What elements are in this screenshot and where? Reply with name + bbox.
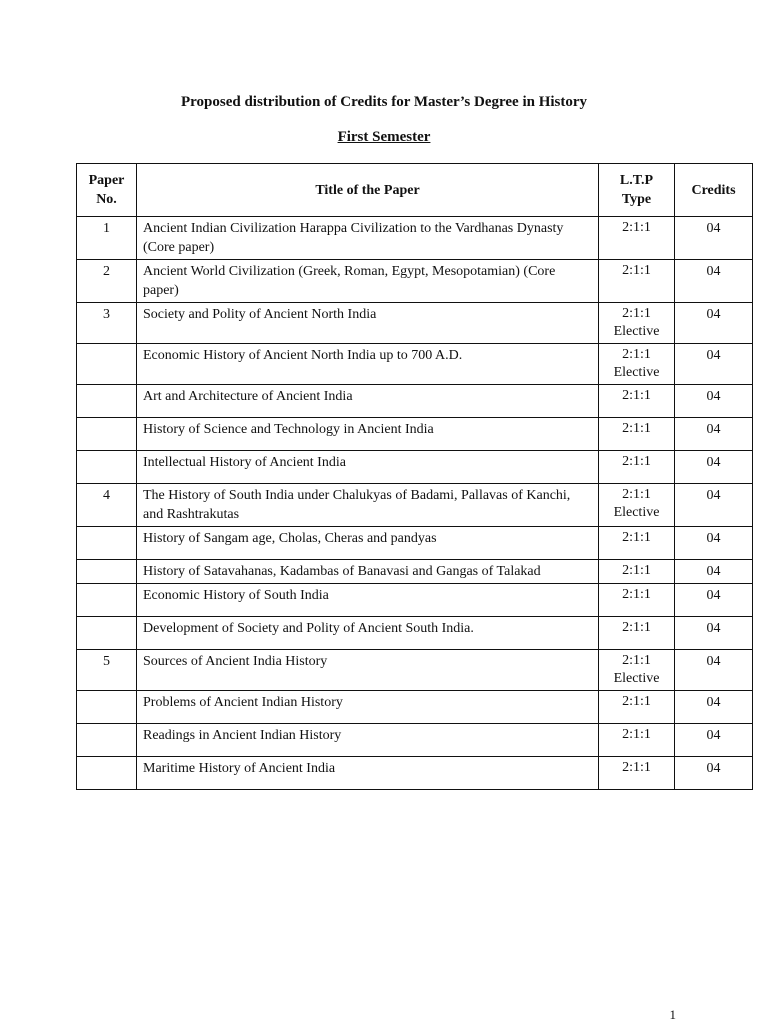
table-row xyxy=(77,650,753,691)
ltp-type-cell xyxy=(599,303,675,344)
header-paper-no xyxy=(77,164,137,217)
paper-type-value: Elective xyxy=(613,671,660,686)
ltp-type-cell xyxy=(599,484,675,527)
ltp-value: 2:1:1 xyxy=(622,530,651,545)
paper-title-cell: History of Sangam age, Cholas, Cheras and pandyas xyxy=(137,527,599,560)
credits-cell: 04 xyxy=(675,344,753,385)
table-row xyxy=(77,484,753,527)
ltp-type-cell xyxy=(599,260,675,303)
credits-cell: 04 xyxy=(675,527,753,560)
table-row xyxy=(77,217,753,260)
credits-table xyxy=(76,163,753,790)
paper-no-cell xyxy=(77,757,137,790)
table-header-row xyxy=(77,164,753,217)
paper-title-cell: Development of Society and Polity of Ancient South India. xyxy=(137,617,599,650)
credits-cell: 04 xyxy=(675,691,753,724)
ltp-value: 2:1:1 xyxy=(622,620,651,635)
credits-cell: 04 xyxy=(675,217,753,260)
ltp-value: 2:1:1 xyxy=(622,347,651,362)
page-number: 1 xyxy=(669,1007,676,1022)
ltp-value: 2:1:1 xyxy=(622,421,651,436)
ltp-value: 2:1:1 xyxy=(622,220,651,235)
paper-title-cell: Intellectual History of Ancient India xyxy=(137,451,599,484)
ltp-value: 2:1:1 xyxy=(622,263,651,278)
ltp-value: 2:1:1 xyxy=(622,306,651,321)
ltp-type-cell xyxy=(599,724,675,757)
paper-title-cell: Economic History of Ancient North India up to 700 A.D. xyxy=(137,344,599,385)
header-paper-no-line2: No. xyxy=(96,192,117,207)
paper-no-cell xyxy=(77,451,137,484)
credits-cell: 04 xyxy=(675,617,753,650)
ltp-type-cell xyxy=(599,217,675,260)
credits-cell: 04 xyxy=(675,584,753,617)
paper-no-cell xyxy=(77,344,137,385)
ltp-type-cell xyxy=(599,617,675,650)
paper-no-cell xyxy=(77,691,137,724)
header-title: Title of the Paper xyxy=(137,164,599,217)
ltp-value: 2:1:1 xyxy=(622,454,651,469)
table-row xyxy=(77,260,753,303)
header-credits: Credits xyxy=(675,164,753,217)
paper-no-cell xyxy=(77,617,137,650)
ltp-type-cell xyxy=(599,418,675,451)
ltp-value: 2:1:1 xyxy=(622,388,651,403)
document-title: Proposed distribution of Credits for Master’s Degree in History xyxy=(180,94,588,110)
ltp-type-cell xyxy=(599,560,675,584)
paper-type-value: Elective xyxy=(613,505,660,520)
paper-title-cell: Ancient Indian Civilization Harappa Civilization to the Vardhanas Dynasty (Core paper) xyxy=(137,217,599,260)
table-row xyxy=(77,757,753,790)
paper-no-cell xyxy=(77,724,137,757)
table-row xyxy=(77,303,753,344)
table-row xyxy=(77,617,753,650)
paper-no-cell xyxy=(77,584,137,617)
table-row xyxy=(77,418,753,451)
ltp-value: 2:1:1 xyxy=(622,653,651,668)
credits-cell: 04 xyxy=(675,484,753,527)
ltp-type-cell xyxy=(599,385,675,418)
paper-title-cell: History of Science and Technology in Ancient India xyxy=(137,418,599,451)
paper-title-cell: Readings in Ancient Indian History xyxy=(137,724,599,757)
ltp-value: 2:1:1 xyxy=(622,587,651,602)
credits-cell: 04 xyxy=(675,451,753,484)
paper-title-cell: Art and Architecture of Ancient India xyxy=(137,385,599,418)
ltp-type-cell xyxy=(599,691,675,724)
credits-cell: 04 xyxy=(675,560,753,584)
paper-no-cell: 4 xyxy=(77,484,137,527)
header-ltp-type xyxy=(599,164,675,217)
ltp-type-cell xyxy=(599,650,675,691)
table-row xyxy=(77,344,753,385)
paper-type-value: Elective xyxy=(613,365,660,380)
ltp-type-cell xyxy=(599,584,675,617)
paper-type-value: Elective xyxy=(613,324,660,339)
table-row xyxy=(77,560,753,584)
paper-title-cell: Ancient World Civilization (Greek, Roman, Egypt, Mesopotamian) (Core paper) xyxy=(137,260,599,303)
ltp-value: 2:1:1 xyxy=(622,727,651,742)
credits-cell: 04 xyxy=(675,303,753,344)
ltp-value: 2:1:1 xyxy=(622,694,651,709)
ltp-type-cell xyxy=(599,344,675,385)
ltp-type-cell xyxy=(599,451,675,484)
paper-no-cell xyxy=(77,560,137,584)
ltp-type-cell xyxy=(599,757,675,790)
paper-no-cell: 5 xyxy=(77,650,137,691)
paper-title-cell: Problems of Ancient Indian History xyxy=(137,691,599,724)
paper-title-cell: Economic History of South India xyxy=(137,584,599,617)
table-row xyxy=(77,724,753,757)
table-row xyxy=(77,584,753,617)
ltp-type-cell xyxy=(599,527,675,560)
ltp-value: 2:1:1 xyxy=(622,760,651,775)
table-body xyxy=(77,217,753,790)
table-row xyxy=(77,527,753,560)
ltp-value: 2:1:1 xyxy=(622,487,651,502)
table-row xyxy=(77,385,753,418)
credits-cell: 04 xyxy=(675,757,753,790)
paper-no-cell xyxy=(77,385,137,418)
paper-title-cell: The History of South India under Chalukyas of Badami, Pallavas of Kanchi, and Rashtrakutas xyxy=(137,484,599,527)
credits-cell: 04 xyxy=(675,650,753,691)
paper-no-cell: 1 xyxy=(77,217,137,260)
paper-title-cell: History of Satavahanas, Kadambas of Banavasi and Gangas of Talakad xyxy=(137,560,599,584)
table-row xyxy=(77,451,753,484)
credits-cell: 04 xyxy=(675,724,753,757)
paper-no-cell xyxy=(77,527,137,560)
paper-no-cell: 2 xyxy=(77,260,137,303)
paper-no-cell xyxy=(77,418,137,451)
paper-title-cell: Society and Polity of Ancient North India xyxy=(137,303,599,344)
header-paper-no-line1: Paper xyxy=(88,173,125,188)
table-row xyxy=(77,691,753,724)
paper-no-cell: 3 xyxy=(77,303,137,344)
credits-cell: 04 xyxy=(675,385,753,418)
ltp-value: 2:1:1 xyxy=(622,563,651,578)
header-ltp-line1: L.T.P xyxy=(619,173,654,188)
header-ltp-line2: Type xyxy=(621,192,652,207)
paper-title-cell: Sources of Ancient India History xyxy=(137,650,599,691)
credits-cell: 04 xyxy=(675,418,753,451)
semester-heading: First Semester xyxy=(337,129,431,145)
paper-title-cell: Maritime History of Ancient India xyxy=(137,757,599,790)
credits-cell: 04 xyxy=(675,260,753,303)
